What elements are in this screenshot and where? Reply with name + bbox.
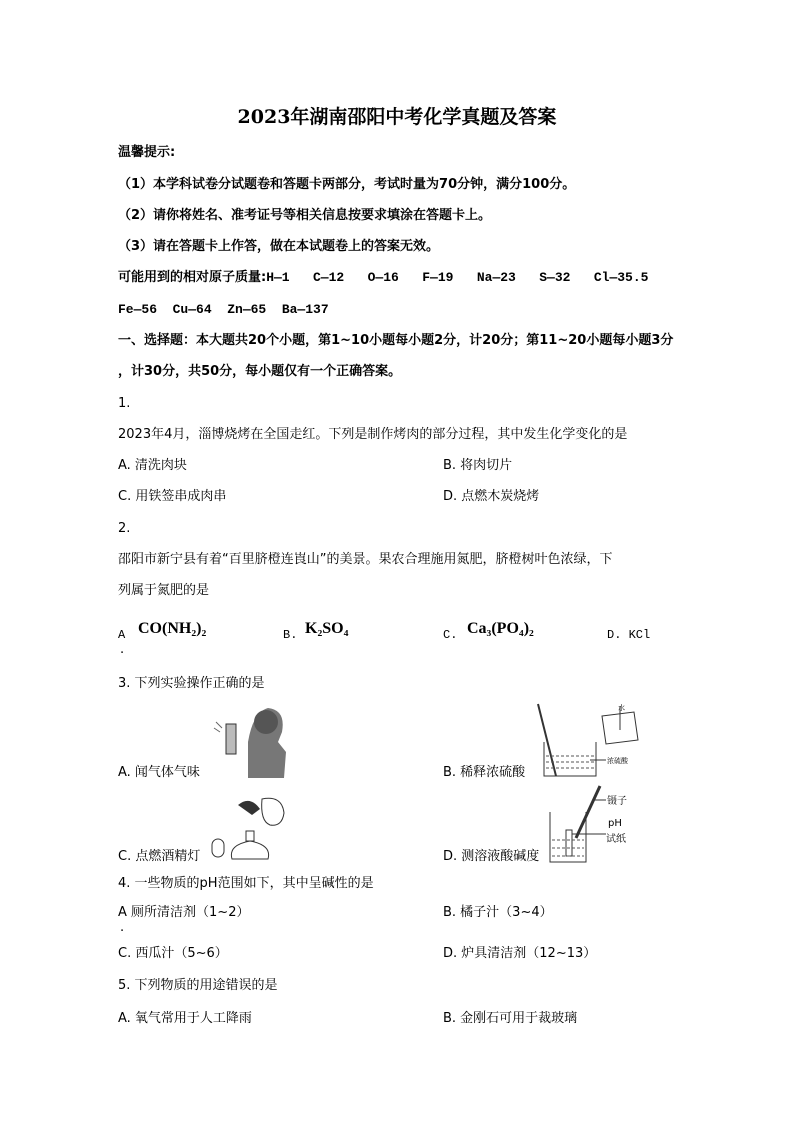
section-heading-cont: ，计30分，共50分，每小题仅有一个正确答案。 bbox=[118, 364, 402, 379]
ph-label: pH bbox=[608, 818, 622, 829]
q3-option-d: D. 测溶液酸碱度 bbox=[443, 849, 540, 864]
atomic-mass-label: 可能用到的相对原子质量: bbox=[118, 270, 267, 285]
notice-item: （3）请在答题卡上作答，做在本试题卷上的答案无效。 bbox=[118, 239, 440, 254]
q3-stem: 3. 下列实验操作正确的是 bbox=[118, 676, 265, 691]
q2-option-a-dot: . bbox=[120, 642, 125, 657]
q2-option-a-label: A bbox=[118, 628, 126, 642]
atomic-mass bbox=[118, 270, 648, 285]
section-heading: 一、选择题：本大题共20个小题，第1~10小题每小题2分，计20分；第11~20小题每小题3分 bbox=[118, 333, 674, 348]
q2-option-d: D. KCl bbox=[607, 628, 651, 642]
q4-option-a-dot: . bbox=[120, 920, 125, 935]
notice-item: （1）本学科试卷分试题卷和答题卡两部分，考试时量为70分钟，满分100分。 bbox=[118, 177, 576, 192]
paper-label: 试纸 bbox=[606, 834, 626, 845]
smelling-gas-figure bbox=[208, 702, 288, 778]
q4-stem: 4. 一些物质的pH范围如下，其中呈碱性的是 bbox=[118, 876, 374, 891]
q2-option-b-formula: K₂SO₄ bbox=[305, 620, 349, 637]
q4-option-b: B. 橘子汁（3~4） bbox=[443, 905, 553, 920]
q4-option-d: D. 炉具清洁剂（12~13） bbox=[443, 946, 597, 961]
q2-stem: 邵阳市新宁县有着“百里脐橙连崀山”的美景。果农合理施用氮肥，脐橙树叶色浓绿，下 bbox=[118, 552, 613, 567]
page-title: 2023年湖南邵阳中考化学真题及答案 bbox=[237, 106, 557, 128]
tweezers-label: 镊子 bbox=[607, 796, 627, 807]
notice-item: （2）请你将姓名、准考证号等相关信息按要求填涂在答题卡上。 bbox=[118, 208, 492, 223]
q3-option-b: B. 稀释浓硫酸 bbox=[443, 765, 526, 780]
q2-stem-cont: 列属于氮肥的是 bbox=[118, 583, 210, 598]
q3-option-a: A. 闻气体气味 bbox=[118, 765, 200, 780]
acid-label: 浓硫酸 bbox=[607, 757, 628, 765]
q4-option-c: C. 西瓜汁（5~6） bbox=[118, 946, 228, 961]
q5-option-a: A. 氧气常用于人工降雨 bbox=[118, 1011, 252, 1026]
q2-number: 2. bbox=[118, 521, 131, 536]
q5-stem: 5. 下列物质的用途错误的是 bbox=[118, 978, 278, 993]
ph-test-figure bbox=[540, 782, 640, 864]
q1-option-d: D. 点燃木炭烧烤 bbox=[443, 489, 540, 504]
q1-option-a: A. 清洗肉块 bbox=[118, 458, 187, 473]
q3-option-c: C. 点燃酒精灯 bbox=[118, 849, 201, 864]
q1-number: 1. bbox=[118, 396, 131, 411]
q1-stem: 2023年4月，淄博烧烤在全国走红。下列是制作烤肉的部分过程，其中发生化学变化的是 bbox=[118, 427, 628, 442]
q1-option-b: B. 将肉切片 bbox=[443, 458, 513, 473]
q2-option-c-formula: Ca₃(PO₄)₂ bbox=[467, 620, 534, 637]
q2-option-b-label: B. bbox=[283, 628, 298, 642]
q4-option-a: A 厕所清洁剂（1~2） bbox=[118, 905, 250, 920]
q2-option-a-formula: CO(NH₂)₂ bbox=[138, 620, 207, 637]
q1-option-c: C. 用铁签串成肉串 bbox=[118, 489, 227, 504]
diluting-acid-figure bbox=[530, 700, 650, 780]
atomic-mass-values: H—1 C—12 O—16 F—19 Na—23 S—32 Cl—35.5 bbox=[266, 270, 649, 285]
atomic-mass-values-2: Fe—56 Cu—64 Zn—65 Ba—137 bbox=[118, 302, 329, 317]
notice-heading: 温馨提示: bbox=[118, 145, 176, 160]
alcohol-lamp-figure bbox=[210, 795, 290, 865]
water-label: 水 bbox=[618, 704, 625, 712]
q5-option-b: B. 金刚石可用于裁玻璃 bbox=[443, 1011, 578, 1026]
q2-option-c-label: C. bbox=[443, 628, 458, 642]
